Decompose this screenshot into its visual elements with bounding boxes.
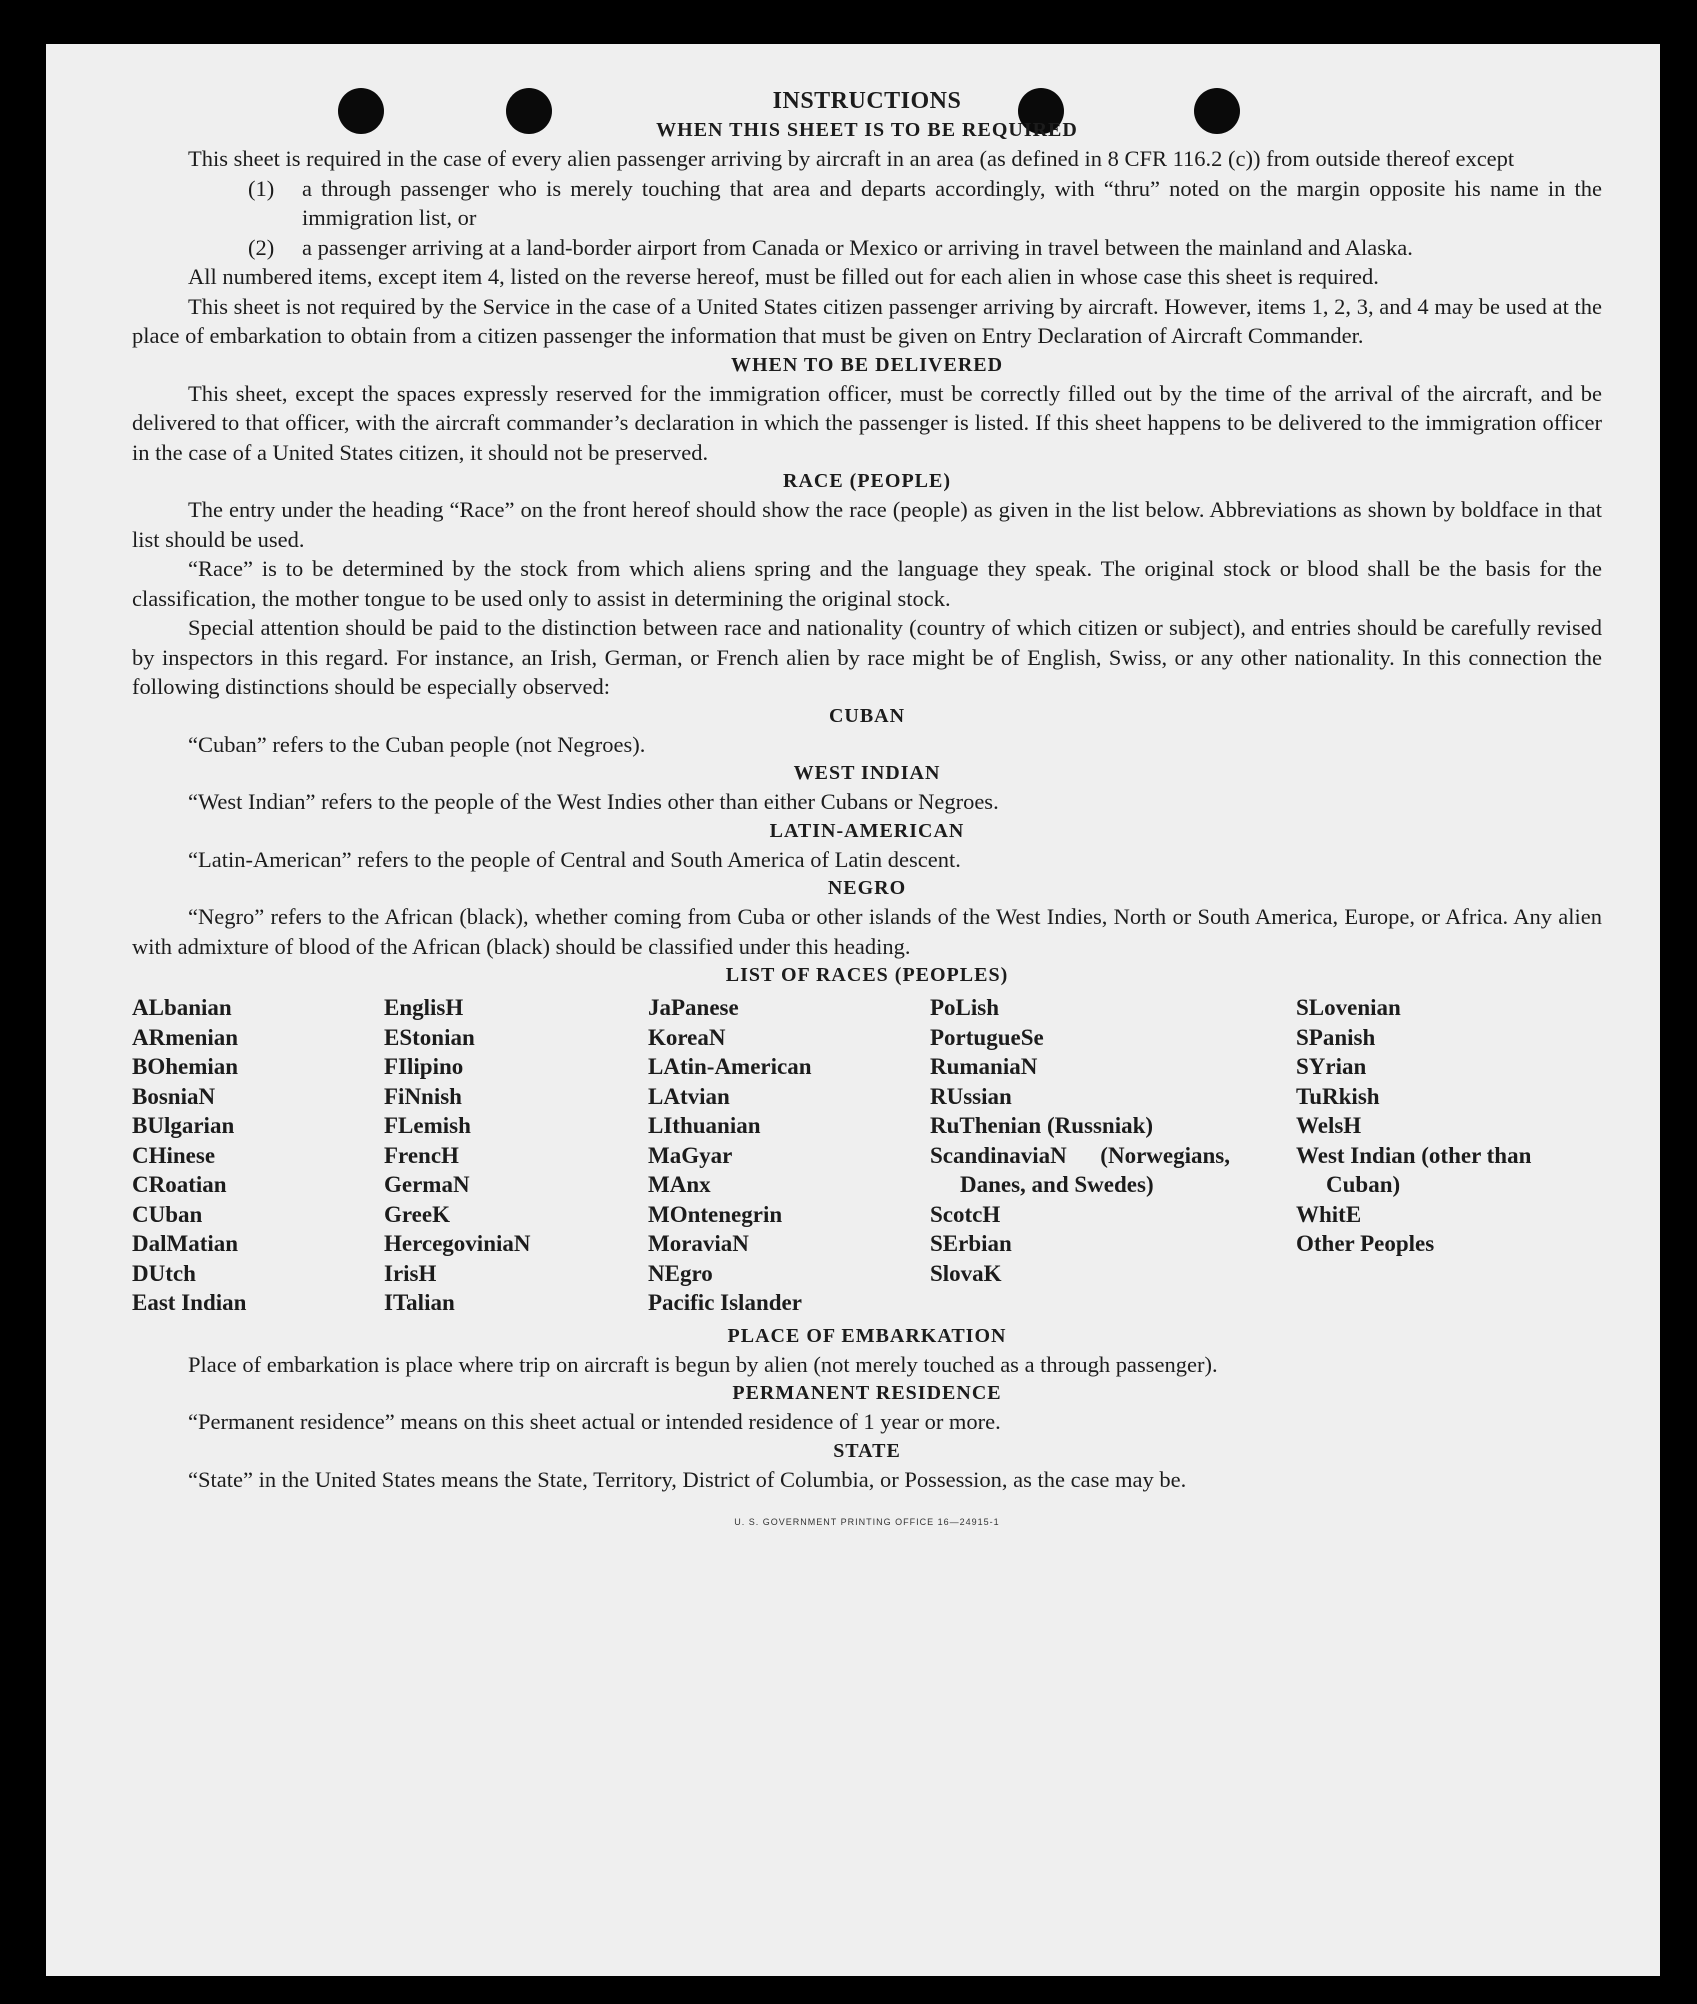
- race-entry: SPanish: [1296, 1024, 1376, 1050]
- race-entry: SlovaK: [930, 1260, 1002, 1286]
- race-entry: LAtin-American: [648, 1054, 812, 1079]
- race-entry: WelsH: [1296, 1113, 1362, 1138]
- section-heading-embarkation: PLACE OF EMBARKATION: [727, 1324, 1007, 1347]
- exception-number: (2): [248, 234, 275, 260]
- race-entry: MOntenegrin: [648, 1201, 783, 1227]
- race-entry: SLovenian: [1296, 995, 1401, 1020]
- citizen-note: This sheet is not required by the Service in the case of a United States citizen passenger arriving by aircraft. However, items 1, 2, 3, and 4 may be used at the place of embarkation to obtain from a citizen passenger the information that must be given on Entry Declaration of Aircraft Commander.: [132, 293, 1602, 348]
- race-entry: CHinese: [132, 1142, 216, 1168]
- race-entry: FiNnish: [384, 1083, 462, 1109]
- race-entry: RumaniaN: [930, 1054, 1038, 1079]
- race-entry: JaPanese: [648, 995, 739, 1020]
- exception-item: [132, 233, 1602, 263]
- exception-item: [132, 174, 1602, 233]
- west-indian-text: “West Indian” refers to the people of the West Indies other than either Cubans or Negroes.: [188, 789, 999, 814]
- race-entry: East Indian: [132, 1290, 247, 1315]
- races-column: [648, 993, 930, 1318]
- races-list: [132, 993, 1602, 1318]
- race-entry: TuRkish: [1296, 1083, 1380, 1109]
- race-entry: IrisH: [384, 1260, 437, 1286]
- race-entry: PortugueSe: [930, 1024, 1044, 1050]
- race-entry: CRoatian: [132, 1172, 227, 1197]
- races-column: [930, 993, 1230, 1318]
- exception-text: a passenger arriving at a land-border airport from Canada or Mexico or arriving in travel between the mainland and Alaska.: [302, 234, 1413, 260]
- race-entry: DalMatian: [132, 1231, 239, 1256]
- delivered-text: This sheet, except the spaces expressly reserved for the immigration officer, must be correctly filled out by the time of the arrival of the aircraft, and be delivered to that officer, with the aircraft commander’s declaration in which the passenger is listed. If this sheet happens to be delivered to the immigration officer in the case of a United States citizen, it should not be preserved.: [132, 380, 1602, 465]
- race-entry: LAtvian: [648, 1083, 730, 1109]
- race-entry: FLemish: [384, 1113, 471, 1138]
- race-entry: MAnx: [648, 1172, 711, 1197]
- race-entry: RuThenian (Russniak): [930, 1113, 1154, 1138]
- residence-text: “Permanent residence” means on this sheet actual or intended residence of 1 year or more.: [188, 1409, 1001, 1434]
- race-entry: ScandinaviaN (Norwegians, Danes, and Swedes): [930, 1142, 1230, 1197]
- section-heading-races-list: LIST OF RACES (PEOPLES): [725, 964, 1009, 986]
- instructions-content: [132, 86, 1602, 1538]
- exception-number: (1): [248, 175, 275, 201]
- race-paragraph-3: Special attention should be paid to the distinction between race and nationality (country of which citizen or subject), and entries should be carefully revised by inspectors in this regard. For instance, an Irish, German, or French alien by race might be of English, Swiss, or any other nationality. In this connection the following distinctions should be especially observed:: [132, 615, 1602, 699]
- section-heading-residence: PERMANENT RESIDENCE: [732, 1382, 1002, 1404]
- race-entry: SErbian: [930, 1231, 1012, 1256]
- race-entry: CUban: [132, 1201, 203, 1227]
- race-entry: FrencH: [384, 1142, 459, 1168]
- races-column: [384, 993, 648, 1318]
- section-heading-negro: NEGRO: [827, 877, 907, 899]
- race-paragraph-1: The entry under the heading “Race” on the front hereof should show the race (people) as given in the list below. Abbreviations as shown by boldface in that list should be used.: [132, 497, 1602, 552]
- section-heading-cuban: CUBAN: [828, 704, 906, 727]
- latin-american-text: “Latin-American” refers to the people of Central and South America of Latin descent.: [188, 846, 961, 872]
- race-entry: SYrian: [1296, 1054, 1367, 1079]
- section-heading-west-indian: WEST INDIAN: [793, 762, 941, 784]
- race-entry: HercegoviniaN: [384, 1231, 531, 1256]
- race-entry: LIthuanian: [648, 1113, 761, 1138]
- race-entry: GermaN: [384, 1172, 470, 1197]
- race-entry: ARmenian: [132, 1024, 239, 1050]
- race-entry: DUtch: [132, 1260, 196, 1286]
- section-heading-race: RACE (PEOPLE): [783, 470, 951, 492]
- race-entry: BOhemian: [132, 1054, 239, 1079]
- required-intro: This sheet is required in the case of every alien passenger arriving by aircraft in an area (as defined in 8 CFR 116.2 (c)) from outside thereof except: [188, 146, 1515, 171]
- section-heading-state: STATE: [833, 1439, 901, 1462]
- race-entry: ScotcH: [930, 1201, 1001, 1227]
- race-entry: Other Peoples: [1296, 1231, 1435, 1256]
- negro-text: “Negro” refers to the African (black), whether coming from Cuba or other islands of the West Indies, North or South America, Europe, or Africa. Any alien with admixture of blood of the African (black) should be classified under this heading.: [132, 904, 1602, 959]
- race-entry: NEgro: [648, 1260, 713, 1286]
- race-entry: FIlipino: [384, 1054, 464, 1079]
- race-entry: ITalian: [384, 1290, 455, 1315]
- page-title: INSTRUCTIONS: [772, 88, 962, 114]
- race-paragraph-2: “Race” is to be determined by the stock from which aliens spring and the language they speak. The original stock or blood shall be the basis for the classification, the mother tongue to be used only to assist in determining the original stock.: [132, 556, 1602, 611]
- race-entry: ALbanian: [132, 995, 232, 1020]
- race-entry: BosniaN: [132, 1083, 216, 1109]
- race-entry: BUlgarian: [132, 1113, 235, 1138]
- race-entry: KoreaN: [648, 1024, 726, 1050]
- section-heading-required: WHEN THIS SHEET IS TO BE REQUIRED: [656, 119, 1078, 141]
- race-entry: RUssian: [930, 1083, 1012, 1109]
- race-entry: EnglisH: [384, 995, 464, 1020]
- cuban-text: “Cuban” refers to the Cuban people (not Negroes).: [188, 731, 646, 757]
- race-entry: West Indian (other than Cuban): [1296, 1142, 1532, 1197]
- race-entry: WhitE: [1296, 1201, 1362, 1227]
- races-column: [1296, 993, 1556, 1318]
- race-entry: GreeK: [384, 1201, 450, 1227]
- races-column: [132, 993, 384, 1318]
- numbered-items-note: All numbered items, except item 4, listed on the reverse hereof, must be filled out for each alien in whose case this sheet is required.: [188, 264, 1379, 289]
- exception-text: a through passenger who is merely touching that area and departs accordingly, with “thru” noted on the margin opposite his name in the immigration list, or: [302, 175, 1602, 230]
- race-entry: MoraviaN: [648, 1231, 749, 1256]
- printing-office-footer: U. S. GOVERNMENT PRINTING OFFICE 16—24915-1: [734, 1517, 1000, 1527]
- section-heading-delivered: WHEN TO BE DELIVERED: [730, 353, 1004, 376]
- section-heading-latin-american: LATIN-AMERICAN: [769, 819, 965, 842]
- race-entry: PoLish: [930, 995, 1000, 1020]
- race-entry: Pacific Islander: [648, 1290, 802, 1315]
- state-text: “State” in the United States means the State, Territory, District of Columbia, or Possession, as the case may be.: [188, 1466, 1187, 1492]
- document-page: [46, 44, 1660, 1976]
- race-entry: EStonian: [384, 1024, 475, 1050]
- race-entry: MaGyar: [648, 1142, 733, 1168]
- embarkation-text: Place of embarkation is place where trip on aircraft is begun by alien (not merely touched as a through passenger).: [188, 1351, 1218, 1377]
